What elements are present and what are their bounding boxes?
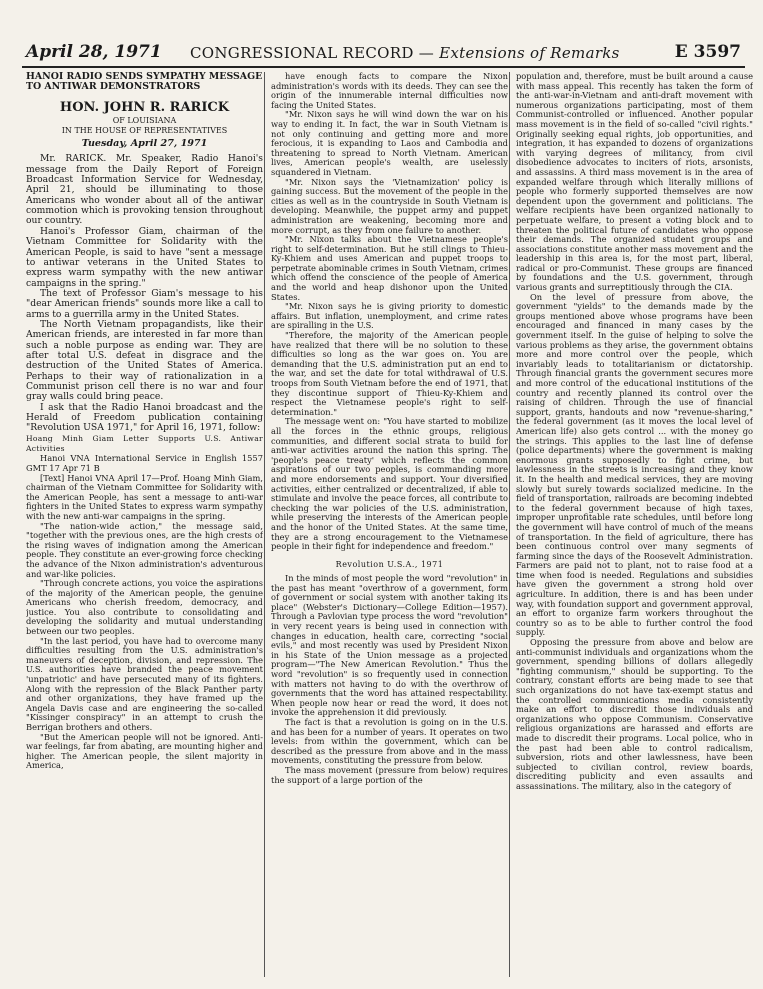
paragraph: On the level of pressure from above, the government "yields" to the demands made by the groups mentioned above whose programs have been encouraged and financed in many cases by the government itself. In the guise of helping to solve the various problems as they arise, the government obtains more and more control over the people, which invariably leads to totalitarianism or dictatorship. Through financial grants the government secures more and more control of the educational institutions of the country and recently planned its control over the raising of children. Through the use of financial support, grants, handouts and now "revenue-sharing," the federal government (as it moves the local level of American life) also gets control ... with the money go the strings. This applies to the last line of defense (police departments) where the government is making enormous grants supposedly to fight crime, but lawlessness in the streets is increasing and they know it. In the health and medical services, they are moving slowly but surely towards socialized medicine. In the field of transportation, railroads are becoming indebted to the federal government because of high taxes, improper unprofitable rate schedules, until before long the government will have control of much of the means of transportation. In the field of agriculture, there has been continuous control over many segments of farming since the days of the Roosevelt Administration. Farmers are paid not to plant, not to raise food at a time when food is needed. Regulations and subsidies have given the government a strong hold over agriculture. In addition, there is and has been under way, with foundation support and government approval, an effort to organize farm workers throughout the country so as to be able to further control the food supply. xyxy=(516,291,753,638)
page-header xyxy=(22,40,745,68)
header-title: CONGRESSIONAL RECORD — Extensions of Remarks xyxy=(190,44,620,62)
chamber: IN THE HOUSE OF REPRESENTATIVES xyxy=(61,126,228,136)
paragraph: The North Vietnam propagandists, like their American friends, are interested in far more than such a noble purpose as ending war. They are after total U.S. defeat in disgrace and the destruction of the United States of America. Perhaps to their way of rationalization in a Communist prison cell there is no war and four gray walls could bring peace. xyxy=(26,318,263,403)
column-1 xyxy=(26,72,263,984)
paragraph: I ask that the Radio Hanoi broadcast and the Herald of Freedom publication containing "Revolution USA 1971," for April 16, 1971, follow: xyxy=(26,401,263,434)
paragraph: "Mr. Nixon talks about the Vietnamese people's right to self-determination. But he still clings to Thieu-Ky-Khiem and uses American and puppet troops to perpetrate abominable crimes in South Vietnam, crimes which offend the conscience of the people of America and the world and heap dishonor upon the United States. xyxy=(271,234,508,302)
column-rule xyxy=(264,72,265,977)
paragraph: Opposing the pressure from above and below are anti-communist individuals and organizations whom the government, spending billions of dollars allegedly "fighting communism," should be supporting. To the contrary, constant efforts are being made to see that such organizations do not have tax-exempt status and the controlled communications media consistently make an effort to discredit those individuals and organizations who oppose Communism. Conservative religious organizations are harassed and efforts are made to discredit their programs. Local police, who in the past had been able to control radicalism, subversion, riots and other lawlessness, have been subjected to civilian control, review boards, discrediting publicity and even assaults and assassinations. The military, also in the category of xyxy=(516,637,753,791)
paragraph: Mr. RARICK. Mr. Speaker, Radio Hanoi's message from the Daily Report of Foreign Broadcast Information Service for Wednesday, April 21, should be illuminating to those Americans who wonder about all of the antiwar commotion which is provoking tension throughout our country. xyxy=(26,153,263,227)
paragraph: have enough facts to compare the Nixon administration's words with its deeds. They can see the origin of the innumerable internal difficulties now facing the United States. xyxy=(271,72,508,110)
subheading: Hoang Minh Giam Letter Supports U.S. Antiwar Activities xyxy=(26,433,263,454)
paragraph: "But the American people will not be ignored. Anti-war feelings, far from abating, are mounting higher and higher. The American people, the silent majority in America, xyxy=(26,731,263,771)
paragraph: "Therefore, the majority of the American people have realized that there will be no solution to these difficulties so long as the war goes on. You are demanding that the U.S. administration put an end to the war, and set the date for total withdrawal of U.S. troops from South Vietnam before the end of 1971, that they discontinue support of Thieu-Ky-Khiem and respect the Vietnamese people's right to self-determination." xyxy=(271,330,508,417)
paragraph: [Text] Hanoi VNA April 17—Prof. Hoang Minh Giam, chairman of the Vietnam Committee for Solidarity with the American People, has sent a message to anti-war fighters in the United States to express warm sympathy with the new anti-war campaigns in the spring. xyxy=(26,472,263,521)
article-headline: HANOI RADIO SENDS SYMPATHY MESSAGE TO ANTIWAR DEMONSTRATORS xyxy=(26,72,263,93)
paragraph: "Mr. Nixon says he is giving priority to domestic affairs. But inflation, unemployment, and crime rates are spiralling in the U.S. xyxy=(271,301,508,331)
paragraph: Hanoi's Professor Giam, chairman of the Vietnam Committee for Solidarity with the American People, is said to have "sent a message to antiwar veterans in the United States to express warm sympathy with the new antiwar campaigns in the spring." xyxy=(26,225,263,289)
column-3 xyxy=(516,72,753,984)
paragraph: The mass movement (pressure from below) requires the support of a large portion of the xyxy=(271,764,508,785)
header-title-main: CONGRESSIONAL RECORD xyxy=(190,44,414,62)
speech-date: Tuesday, April 27, 1971 xyxy=(81,138,208,150)
paragraph: "In the last period, you have had to overcome many difficulties resulting from the U.S. administration's maneuvers of deception, division, and repression. The U.S. authorities have branded the peace movement 'unpatriotic' and have persecuted many of its fighters. Along with the repression of the Black Panther party and other organizations, they have framed up the Angela Davis case and are engineering the so-called "Kissinger conspiracy" in an attempt to crush the Berrigan brothers and others. xyxy=(26,635,263,732)
paragraph: "The nation-wide action," the message said, "together with the previous ones, are the high crests of the rising waves of indignation among the American people. They constitute an ever-growing force checking the advance of the Nixon administration's adventurous and war-like policies. xyxy=(26,520,263,579)
paragraph: "Mr. Nixon says he will wind down the war on his way to ending it. In fact, the war in South Vietnam is not only continuing and getting more and more ferocious, it is expanding to Laos and Cambodia and threatening to spread to North Vietnam. American lives, American people's wealth, are uselessly squandered in Vietnam. xyxy=(271,109,508,177)
section-heading: Revolution U.S.A., 1971 xyxy=(335,559,444,569)
header-page-number: E 3597 xyxy=(674,42,741,62)
paragraph: The message went on: "You have started to mobilize all the forces in the ethnic groups, religious communities, and different social strata to build for anti-war activities around the nation this spring. The 'people's peace treaty' which reflects the common aspirations of our two peoples, is commanding more and more endorsements and support. Your diversified activities, either centralized or decentralized, if able to stimulate and involve the peace forces, all contribute to checking the war policies of the U.S. administration, while preserving the interests of the American people and the honor of the United States. At the same time, they are a strong encouragement to the Vietnamese people in their fight for independence and freedom." xyxy=(271,416,508,552)
paragraph: population and, therefore, must be built around a cause with mass appeal. This recently has taken the form of the anti-war-in-Vietnam and anti-draft movement with numerous organizations participating, most of them Communist-controlled or influenced. Another popular mass movement is in the field of so-called "civil rights." Originally seeking equal rights, job opportunities, and integration, it has expanded to dozens of organizations with varying degrees of militancy, from civil disobedience advocates to inciters of riots, arsonists, and assassins. A third mass movement is in the area of expanded welfare through which literally millions of people who formerly supported themselves are now dependent upon the government and politicians. The welfare recipients have been organized nationally to perpetuate welfare, to present a voting block and to threaten the political future of candidates who oppose their demands. The organized student groups and associations constitute another mass movement and the leadership in this area is, for the most part, liberal, radical or pro-Communist. These groups are financed by foundations and the U.S. government, through various grants and surreptitiously through the CIA. xyxy=(516,72,753,293)
paragraph: Hanoi VNA International Service in English 1557 GMT 17 Apr 71 B xyxy=(26,453,263,473)
header-date: April 28, 1971 xyxy=(26,42,162,62)
column-2 xyxy=(271,72,508,984)
column-rule xyxy=(509,72,510,977)
paragraph: In the minds of most people the word "revolution" in the past has meant "overthrow of a government, form of government or social system with another taking its place" (Webster's Dictionary—College Edition—1957). Through a Pavlovian type process the word "revolution" in very recent years is being used in connection with changes in education, health care, correcting "social evils," and most recently was used by President Nixon in his State of the Union message as a projected program—"The New American Revolution." Thus the word "revolution" is so frequently used in connection with matters not having to do with the overthrow of governments that the word has attained respectability. When people now hear or read the word, it does not invoke the apprehension it did previously. xyxy=(271,573,508,718)
header-title-sub: Extensions of Remarks xyxy=(439,44,620,62)
paragraph: "Through concrete actions, you voice the aspirations of the majority of the American people, the genuine Americans who cherish freedom, democracy, and justice. You also contribute to consolidating and developing the solidarity and mutual understanding between our two peoples. xyxy=(26,578,263,637)
author-state: OF LOUISIANA xyxy=(112,116,177,126)
paragraph: "Mr. Nixon says the 'Vietnamization' policy is gaining success. But the movement of the people in the cities as well as in the countryside in South Vietnam is developing. Meanwhile, the puppet army and puppet administration are weakening, becoming more and more corrupt, as they from one failure to another. xyxy=(271,176,508,235)
paragraph: The text of Professor Giam's message to his "dear American friends" sounds more like a call to arms to a guerrilla army in the United States. xyxy=(26,287,263,320)
paragraph: The fact is that a revolution is going on in the U.S. and has been for a number of years. It operates on two levels: from within the government, which can be described as the pressure from above and in the mass movements, constituting the pressure from below. xyxy=(271,716,508,766)
author-name: HON. JOHN R. RARICK xyxy=(59,100,230,116)
